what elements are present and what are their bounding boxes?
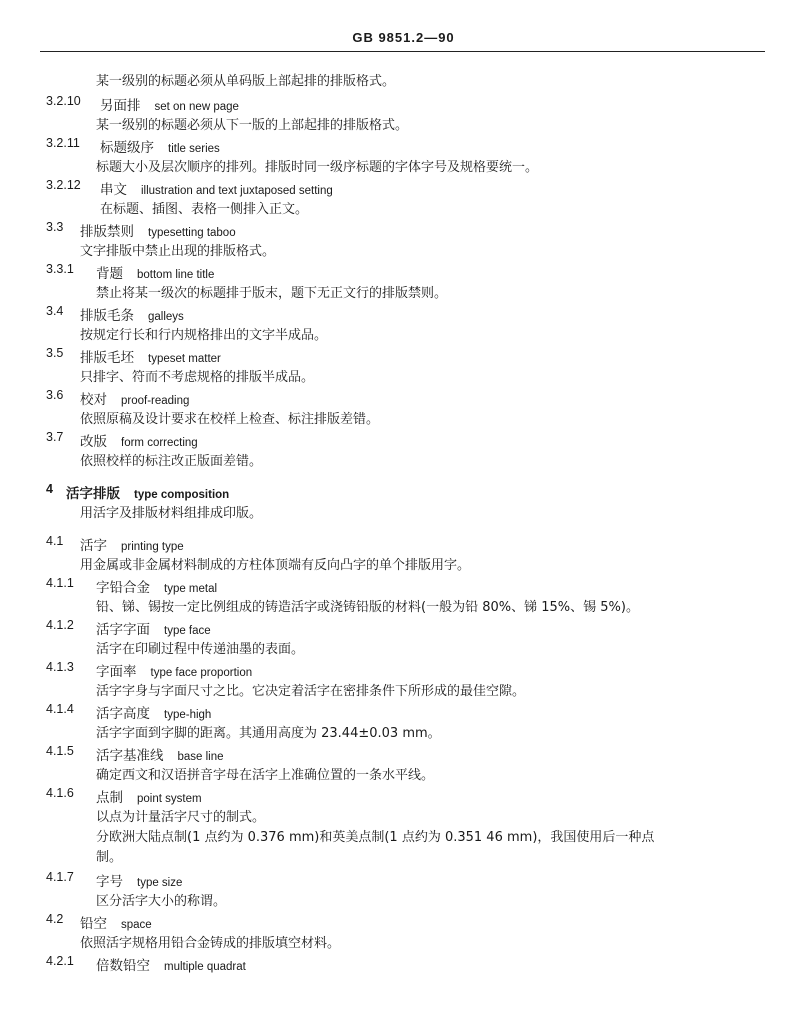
term-english: type size (137, 877, 183, 889)
term-entry (100, 94, 239, 114)
term-chinese: 点制 (96, 790, 123, 806)
definition-text: 标题大小及层次顺序的排列。排版时同一级序标题的字体字号及规格要统一。 (96, 160, 539, 175)
definition-text: 按规定行长和行内规格排出的文字半成品。 (80, 328, 328, 343)
term-chinese: 字号 (96, 874, 123, 890)
definition-text: 活字在印刷过程中传递油墨的表面。 (96, 642, 305, 657)
term-entry (100, 136, 220, 156)
clause-number: 3.6 (46, 388, 64, 402)
clause-number: 4 (46, 482, 53, 496)
clause-number: 3.4 (46, 304, 64, 318)
term-entry (96, 786, 202, 806)
definition-text: 禁止将某一级次的标题排于版末，题下无正文行的排版禁则。 (96, 286, 448, 301)
clause-number: 3.7 (46, 430, 64, 444)
definition-text: 依照校样的标注改正版面差错。 (80, 454, 263, 469)
definition-text: 只排字、符而不考虑规格的排版半成品。 (80, 370, 315, 385)
definition-text: 以点为计量活字尺寸的制式。 (96, 810, 266, 825)
term-entry (96, 262, 214, 282)
term-entry (96, 702, 211, 722)
term-chinese: 标题级序 (100, 140, 154, 156)
term-chinese: 串文 (100, 182, 127, 198)
term-entry (96, 660, 252, 680)
term-entry (66, 482, 229, 502)
clause-number: 4.1.3 (46, 660, 74, 674)
term-chinese: 字面率 (96, 664, 137, 680)
clause-number: 3.3 (46, 220, 64, 234)
term-entry (96, 618, 211, 638)
term-chinese: 活字基准线 (96, 748, 164, 764)
term-english: type metal (164, 583, 218, 595)
term-entry (96, 744, 224, 764)
definition-text: 用金属或非金属材料制成的方柱体顶端有反向凸字的单个排版用字。 (80, 558, 471, 573)
term-chinese: 改版 (80, 434, 107, 450)
term-english: illustration and text juxtaposed setting (141, 185, 333, 197)
term-chinese: 背题 (96, 266, 123, 282)
definition-text: 某一级别的标题必须从单码版上部起排的排版格式。 (96, 74, 396, 89)
term-chinese: 倍数铅空 (96, 958, 150, 974)
term-english: base line (177, 751, 224, 763)
clause-number: 4.1.2 (46, 618, 74, 632)
term-english: typesetting taboo (148, 227, 236, 239)
term-english: multiple quadrat (164, 961, 246, 973)
term-chinese: 活字 (80, 538, 107, 554)
term-entry (96, 954, 246, 974)
term-entry (80, 388, 189, 408)
term-entry (80, 534, 184, 554)
term-entry (80, 346, 221, 366)
term-chinese: 排版禁则 (80, 224, 134, 240)
term-english: form correcting (121, 437, 198, 449)
term-english: type face (164, 625, 211, 637)
clause-number: 4.1.1 (46, 576, 74, 590)
term-chinese: 校对 (80, 392, 107, 408)
term-chinese: 排版毛坯 (80, 350, 134, 366)
term-chinese: 另面排 (100, 98, 141, 114)
definition-text: 依照原稿及设计要求在校样上检查、标注排版差错。 (80, 412, 380, 427)
clause-number: 3.3.1 (46, 262, 74, 276)
clause-number: 4.2 (46, 912, 64, 926)
definition-text: 文字排版中禁止出现的排版格式。 (80, 244, 276, 259)
definition-text: 活字字身与字面尺寸之比。它决定着活字在密排条件下所形成的最佳空隙。 (96, 684, 526, 699)
definition-text: 依照活字规格用铅合金铸成的排版填空材料。 (80, 936, 341, 951)
term-english: set on new page (154, 101, 239, 113)
term-english: galleys (148, 311, 184, 323)
term-entry (80, 912, 152, 932)
term-english: type face proportion (150, 667, 253, 679)
term-entry (100, 178, 333, 198)
term-english: point system (137, 793, 202, 805)
clause-number: 4.1.4 (46, 702, 74, 716)
definition-text: 确定西文和汉语拼音字母在活字上准确位置的一条水平线。 (96, 768, 435, 783)
clause-number: 4.1 (46, 534, 64, 548)
definition-text: 用活字及排版材料组排成印版。 (80, 506, 263, 521)
definition-text: 活字字面到字脚的距离。其通用高度为 23.44±0.03 mm。 (96, 726, 441, 741)
term-chinese: 字铅合金 (96, 580, 150, 596)
term-entry (80, 430, 198, 450)
term-english: type composition (134, 489, 230, 501)
clause-number: 4.2.1 (46, 954, 74, 968)
clause-number: 3.2.12 (46, 178, 81, 192)
term-entry (80, 304, 184, 324)
term-chinese: 铅空 (80, 916, 107, 932)
term-english: title series (168, 143, 220, 155)
definition-text: 分欧洲大陆点制(1 点约为 0.376 mm)和英美点制(1 点约为 0.351 46 mm)，我国使用后一种点 (96, 830, 655, 845)
definition-text: 在标题、插图、表格一侧排入正文。 (100, 202, 309, 217)
definition-text: 铅、锑、锡按一定比例组成的铸造活字或浇铸铅版的材料(一般为铅 80%、锑 15%、锡 5%)。 (96, 600, 639, 615)
clause-number: 4.1.7 (46, 870, 74, 884)
term-english: printing type (121, 541, 184, 553)
clause-number: 3.2.11 (46, 136, 80, 150)
term-english: bottom line title (137, 269, 215, 281)
definition-text: 制。 (96, 850, 123, 865)
term-english: proof-reading (121, 395, 190, 407)
term-entry (80, 220, 236, 240)
clause-number: 3.2.10 (46, 94, 81, 108)
clause-number: 3.5 (46, 346, 64, 360)
clause-number: 4.1.5 (46, 744, 74, 758)
page-header: GB 9851.2—90 (352, 30, 455, 45)
term-chinese: 活字字面 (96, 622, 150, 638)
term-entry (96, 576, 217, 596)
definition-text: 区分活字大小的称谓。 (96, 894, 227, 909)
term-chinese: 活字排版 (66, 486, 120, 502)
term-english: type-high (164, 709, 212, 721)
clause-number: 4.1.6 (46, 786, 74, 800)
term-entry (96, 870, 182, 890)
term-chinese: 活字高度 (96, 706, 150, 722)
term-english: typeset matter (148, 353, 221, 365)
term-chinese: 排版毛条 (80, 308, 134, 324)
definition-text: 某一级别的标题必须从下一版的上部起排的排版格式。 (96, 118, 409, 133)
header-rule (40, 51, 765, 52)
term-english: space (121, 919, 152, 931)
